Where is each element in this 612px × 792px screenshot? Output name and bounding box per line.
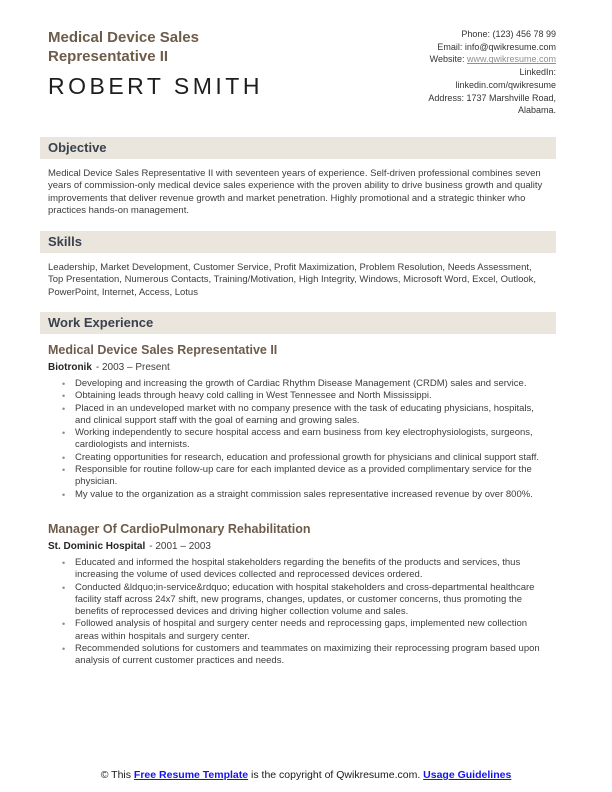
job-bullet: • Responsible for routine follow-up care for each implanted device as a provided complimentary service for the physician. xyxy=(62,464,546,489)
job-entry-1 xyxy=(48,343,546,501)
contact-block xyxy=(366,28,556,117)
section-heading-work-experience: Work Experience xyxy=(40,312,556,334)
job-bullet: • Obtaining leads through heavy cold calling in West Tennessee and North Mississippi. xyxy=(62,390,546,402)
section-work-experience xyxy=(40,312,556,668)
contact-email: Email: info@qwikresume.com xyxy=(437,41,556,52)
section-heading-objective: Objective xyxy=(40,137,556,159)
job-meta xyxy=(48,541,546,552)
contact-phone: Phone: (123) 456 78 99 xyxy=(461,29,556,39)
contact-address-line1: Address: 1737 Marshville Road, xyxy=(428,92,556,103)
job-dates: - 2001 – 2003 xyxy=(149,540,211,552)
contact-website-label: Website: xyxy=(429,54,467,65)
footer-text-prefix: © This xyxy=(100,769,134,781)
footer-link-free-resume-template[interactable]: Free Resume Template xyxy=(133,769,249,781)
header xyxy=(0,0,612,117)
job-title: Manager Of CardioPulmonary Rehabilitation xyxy=(48,521,311,536)
section-heading-skills: Skills xyxy=(40,231,556,253)
job-bullet: • Creating opportunities for research, education and professional growth for physicians and clinical support staff. xyxy=(62,452,546,464)
section-skills xyxy=(40,231,556,299)
job-bullet: • Recommended solutions for customers and teammates on maximizing their reprocessing program based upon analysis of current customer practices and needs. xyxy=(62,643,546,668)
job-bullet: • Developing and increasing the growth of Cardiac Rhythm Disease Management (CRDM) sales and service. xyxy=(62,378,546,390)
contact-linkedin-label: LinkedIn: xyxy=(519,67,556,78)
job-entry-2 xyxy=(48,522,546,668)
job-dates: - 2003 – Present xyxy=(95,362,170,373)
skills-text: Leadership, Market Development, Customer Service, Profit Maximization, Problem Resolution, Needs Assessment, Top Presentation, Numerous Contacts, Training/Motivation, High Integrity, Windows, Microsoft Word, Excel, Outlook, PowerPoint, Internet, Access, Lotus xyxy=(48,262,537,298)
contact-address-line2: Alabama. xyxy=(517,105,556,116)
footer-copyright xyxy=(81,768,531,782)
resume-holder-name: ROBERT SMITH xyxy=(48,73,263,99)
contact-linkedin-value: linkedin.com/qwikresume xyxy=(455,79,556,90)
header-spacer xyxy=(288,28,366,117)
job-meta xyxy=(48,362,546,373)
job-bullet-list xyxy=(48,557,546,668)
job-bullet: • Educated and informed the hospital stakeholders regarding the benefits of the products and services, thus increasing the volume of used devices collected and reprocessed devices ordered. xyxy=(62,557,546,582)
job-bullet: • Followed analysis of hospital and surgery center needs and reprocessing gaps, implemented new collection areas within hospitals and surgery center. xyxy=(62,618,546,643)
footer-link-usage-guidelines[interactable]: Usage Guidelines xyxy=(423,769,512,781)
page-title: Medical Device Sales Representative II xyxy=(48,29,199,65)
objective-text: Medical Device Sales Representative II with seventeen years of experience. Self-driven professional combines seven years of commission-only medical device sales experience with the proven ability to drive business growth and quality improvements that deliver revenue growth and market penetration. Highly promotional and a strategic thinker who practices hands-on management. xyxy=(48,167,543,216)
sections xyxy=(0,137,612,668)
website-link[interactable]: www.qwikresume.com xyxy=(466,54,556,65)
job-bullet: • Placed in an undeveloped market with no company presence with the task of educating physicians, hospitals, and clinical support staff with the goal of earning and growing sales. xyxy=(62,403,546,428)
job-bullet: • My value to the organization as a straight commission sales representative increased revenue by over 800%. xyxy=(62,489,546,501)
job-bullet-list xyxy=(48,378,546,501)
job-bullet: • Conducted &ldquo;in-service&rdquo; education with hospital stakeholders and cross-departmental healthcare facility staff across 24x7 shift, new programs, changes, updates, or customer concerns, thus promoting the benefits of reprocessed devices and driving higher collection volume and sales. xyxy=(62,582,546,619)
contact-website xyxy=(366,53,556,66)
job-company: St. Dominic Hospital xyxy=(48,540,146,552)
job-bullet: • Working independently to secure hospital access and earn business from key electrophysiologists, surgeons, cardiologists and internists. xyxy=(62,427,546,452)
section-objective xyxy=(40,137,556,217)
header-left xyxy=(48,28,288,117)
job-title: Medical Device Sales Representative II xyxy=(48,343,278,357)
job-company: Biotronik xyxy=(48,362,92,373)
footer-text-middle: is the copyright of Qwikresume.com. xyxy=(248,769,424,781)
footer xyxy=(0,768,612,782)
